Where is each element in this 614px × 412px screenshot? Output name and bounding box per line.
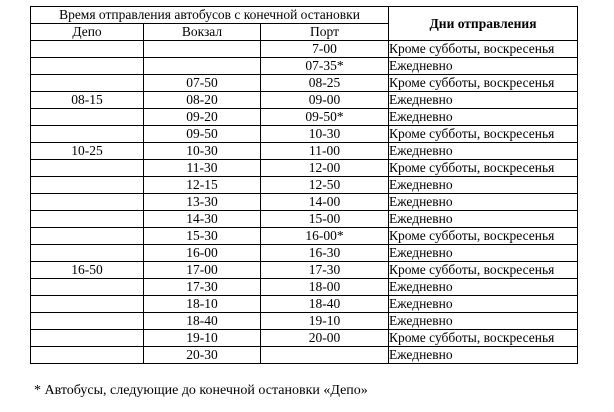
table-row [31,143,578,160]
depot-time-cell [31,194,144,211]
depot-time-cell [31,75,144,92]
port-time-cell: 15-00 [261,211,389,228]
station-time-cell: 14-30 [144,211,261,228]
station-time-cell: 13-30 [144,194,261,211]
depot-time-cell [31,347,144,364]
table-row [31,228,578,245]
departure-times-header: Время отправления автобусов с конечной остановки [31,7,389,24]
departure-days-cell: Ежедневно [389,279,578,296]
departure-days-cell: Кроме субботы, воскресенья [389,41,578,58]
table-row [31,313,578,330]
departure-days-cell: Ежедневно [389,92,578,109]
depot-time-cell: 10-25 [31,143,144,160]
port-time-cell [261,347,389,364]
departure-days-cell: Ежедневно [389,143,578,160]
station-time-cell: 09-20 [144,109,261,126]
table-row [31,245,578,262]
port-time-cell: 07-35* [261,58,389,75]
port-time-cell: 14-00 [261,194,389,211]
station-time-cell: 12-15 [144,177,261,194]
bus-schedule-table [30,6,578,364]
table-row [31,279,578,296]
station-time-cell [144,58,261,75]
depot-time-cell: 16-50 [31,262,144,279]
column-header-station: Вокзал [144,24,261,41]
departure-days-cell: Ежедневно [389,347,578,364]
departure-days-cell: Ежедневно [389,313,578,330]
departure-days-cell: Ежедневно [389,194,578,211]
station-time-cell: 17-00 [144,262,261,279]
port-time-cell: 12-00 [261,160,389,177]
station-time-cell: 19-10 [144,330,261,347]
departure-days-cell: Кроме субботы, воскресенья [389,160,578,177]
depot-time-cell [31,279,144,296]
station-time-cell: 18-10 [144,296,261,313]
station-time-cell: 11-30 [144,160,261,177]
port-time-cell: 7-00 [261,41,389,58]
departure-days-cell: Кроме субботы, воскресенья [389,126,578,143]
port-time-cell: 16-00* [261,228,389,245]
station-time-cell [144,41,261,58]
footnote: * Автобусы, следующие до конечной остановки «Депо» [34,383,368,398]
port-time-cell: 08-25 [261,75,389,92]
port-time-cell: 10-30 [261,126,389,143]
table-row [31,296,578,313]
depot-time-cell [31,126,144,143]
departure-days-cell: Кроме субботы, воскресенья [389,228,578,245]
station-time-cell: 20-30 [144,347,261,364]
table-row [31,160,578,177]
depot-time-cell [31,211,144,228]
port-time-cell: 16-30 [261,245,389,262]
depot-time-cell [31,245,144,262]
departure-days-cell: Кроме субботы, воскресенья [389,330,578,347]
table-row [31,92,578,109]
station-time-cell: 18-40 [144,313,261,330]
table-row [31,194,578,211]
depot-time-cell [31,313,144,330]
port-time-cell: 19-10 [261,313,389,330]
station-time-cell: 16-00 [144,245,261,262]
table-row [31,75,578,92]
departure-days-cell: Ежедневно [389,109,578,126]
port-time-cell: 09-50* [261,109,389,126]
departure-days-header-label: Дни отправления [429,16,537,31]
table-row [31,126,578,143]
departure-days-cell: Ежедневно [389,211,578,228]
depot-time-cell [31,296,144,313]
table-row [31,177,578,194]
depot-time-cell [31,41,144,58]
departure-days-header [389,7,578,41]
depot-time-cell [31,228,144,245]
table-row [31,109,578,126]
port-time-cell: 20-00 [261,330,389,347]
table-row [31,58,578,75]
port-time-cell: 18-40 [261,296,389,313]
table-header-row [31,7,578,24]
station-time-cell: 07-50 [144,75,261,92]
depot-time-cell [31,160,144,177]
station-time-cell: 09-50 [144,126,261,143]
departure-days-cell: Ежедневно [389,177,578,194]
station-time-cell: 10-30 [144,143,261,160]
departure-days-cell: Ежедневно [389,296,578,313]
station-time-cell: 15-30 [144,228,261,245]
departure-days-cell: Ежедневно [389,245,578,262]
table-row [31,347,578,364]
port-time-cell: 11-00 [261,143,389,160]
depot-time-cell: 08-15 [31,92,144,109]
table-row [31,211,578,228]
depot-time-cell [31,177,144,194]
departure-days-cell: Кроме субботы, воскресенья [389,75,578,92]
station-time-cell: 08-20 [144,92,261,109]
table-row [31,330,578,347]
port-time-cell: 18-00 [261,279,389,296]
port-time-cell: 12-50 [261,177,389,194]
table-row [31,41,578,58]
port-time-cell: 17-30 [261,262,389,279]
column-header-port: Порт [261,24,389,41]
depot-time-cell [31,58,144,75]
station-time-cell: 17-30 [144,279,261,296]
departure-days-cell: Ежедневно [389,58,578,75]
depot-time-cell [31,330,144,347]
table-row [31,262,578,279]
departure-days-cell: Кроме субботы, воскресенья [389,262,578,279]
depot-time-cell [31,109,144,126]
column-header-depot: Депо [31,24,144,41]
port-time-cell: 09-00 [261,92,389,109]
